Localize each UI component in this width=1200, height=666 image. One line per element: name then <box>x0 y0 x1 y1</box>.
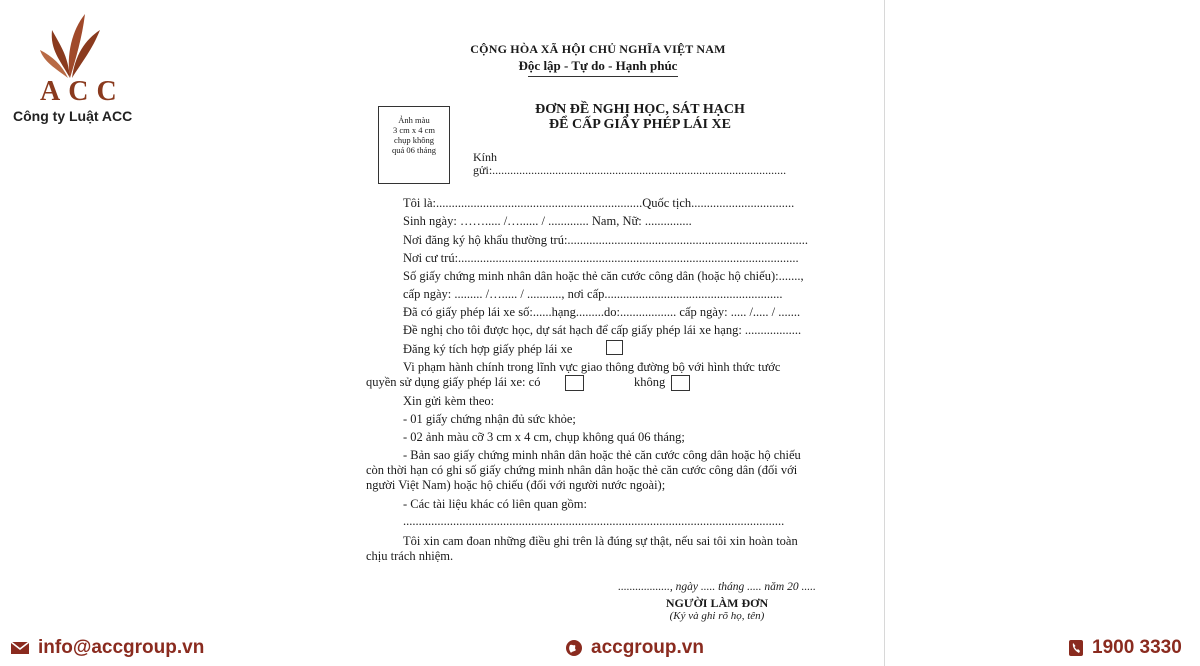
footer-phone[interactable] <box>1068 637 1182 659</box>
footer-website[interactable] <box>565 637 704 659</box>
violation-text: Vi phạm hành chính trong lĩnh vực giao thông đường bộ với hình thức tước <box>403 360 781 374</box>
recipient-label: Kính <box>473 150 497 164</box>
phone-text: 1900 3330 <box>1092 637 1182 658</box>
website-text: accgroup.vn <box>591 637 704 658</box>
license-class-request: Đề nghị cho tôi được học, dự sát hạch để cấp giấy phép lái xe hạng: .................. <box>403 323 802 337</box>
attachment-item: - 02 ảnh màu cỡ 3 cm x 4 cm, chụp không quá 06 tháng; <box>403 430 685 444</box>
mail-icon <box>10 640 30 656</box>
photo-box-text: chụp không <box>394 135 434 145</box>
motto: Độc lập - Tự do - Hạnh phúc <box>518 58 678 73</box>
photo-box-text: quá 06 tháng <box>392 145 436 155</box>
footer-email[interactable] <box>10 637 204 659</box>
nation-heading: CỘNG HÒA XÃ HỘI CHỦ NGHĨA VIỆT NAM <box>470 42 726 56</box>
email-text: info@accgroup.vn <box>38 637 205 658</box>
form-title-line1: ĐƠN ĐỀ NGHỊ HỌC, SÁT HẠCH <box>535 102 745 117</box>
photo-box-text: Ảnh màu <box>398 115 430 125</box>
signature-note: (Ký và ghi rõ họ, tên) <box>669 610 765 622</box>
other-documents-field: .......................................................................................................................... <box>403 514 785 528</box>
attachment-item: - Các tài liệu khác có liên quan gồm: <box>403 497 587 511</box>
form-title-line2: ĐỂ CẤP GIẤY PHÉP LÁI XE <box>549 117 731 132</box>
phone-icon <box>1068 639 1084 657</box>
motto-underline <box>528 76 678 77</box>
violation-yes-checkbox[interactable] <box>565 375 584 391</box>
photo-box <box>378 106 450 184</box>
violation-no-checkbox[interactable] <box>671 375 690 391</box>
attachments-heading: Xin gửi kèm theo: <box>403 394 495 408</box>
signature-title: NGƯỜI LÀM ĐƠN <box>665 596 769 610</box>
attachment-item: - Bản sao giấy chứng minh nhân dân hoặc thẻ căn cước công dân hoặc hộ chiếu <box>403 448 801 462</box>
attachment-item: người Việt Nam) hoặc hộ chiếu (đối với người nước ngoài); <box>366 478 666 492</box>
attachment-item: còn thời hạn có ghi số giấy chứng minh nhân dân hoặc thẻ căn cước công dân (đối với <box>366 463 798 477</box>
recipient-field: gửi:.................................................................................................. <box>473 163 787 177</box>
id-issue-field: cấp ngày: ......... /…..... / ..........., nơi cấp......................................................... <box>403 287 783 301</box>
photo-box-text: 3 cm x 4 cm <box>392 125 436 135</box>
integrated-license-checkbox[interactable] <box>606 340 623 355</box>
company-caption: Công ty Luật ACC <box>13 108 133 124</box>
declaration-text: chịu trách nhiệm. <box>366 549 454 563</box>
globe-icon <box>565 639 583 657</box>
logo-wordmark: ACC <box>40 76 125 107</box>
birthdate-gender-field: Sinh ngày: ……..... /…...... / ............. Nam, Nữ: ............... <box>403 214 692 228</box>
attachment-item: - 01 giấy chứng nhận đủ sức khỏe; <box>403 412 576 426</box>
violation-yes-label: quyền sử dụng giấy phép lái xe: có <box>366 375 541 389</box>
acc-logo-icon <box>30 10 110 80</box>
id-number-field: Số giấy chứng minh nhân dân hoặc thẻ căn cước công dân (hoặc hộ chiếu):......., <box>403 269 804 283</box>
declaration-text: Tôi xin cam đoan những điều ghi trên là đúng sự thật, nếu sai tôi xin hoàn toàn <box>403 534 798 548</box>
residence-field: Nơi cư trú:............................................................................................................. <box>403 251 799 265</box>
violation-no-label: không <box>634 375 666 389</box>
signature-date: .................., ngày ..... tháng ..... năm 20 ..... <box>618 581 816 593</box>
name-nationality-field: Tôi là:..................................................................Quốc tịch................................. <box>403 196 795 210</box>
page-divider <box>884 0 885 666</box>
existing-license-field: Đã có giấy phép lái xe số:......hạng.........do:.................. cấp ngày: ..... /..... / ....... <box>403 305 801 319</box>
permanent-residence-field: Nơi đăng ký hộ khẩu thường trú:............................................................................. <box>403 233 809 247</box>
integrated-license-label: Đăng ký tích hợp giấy phép lái xe <box>403 342 573 356</box>
